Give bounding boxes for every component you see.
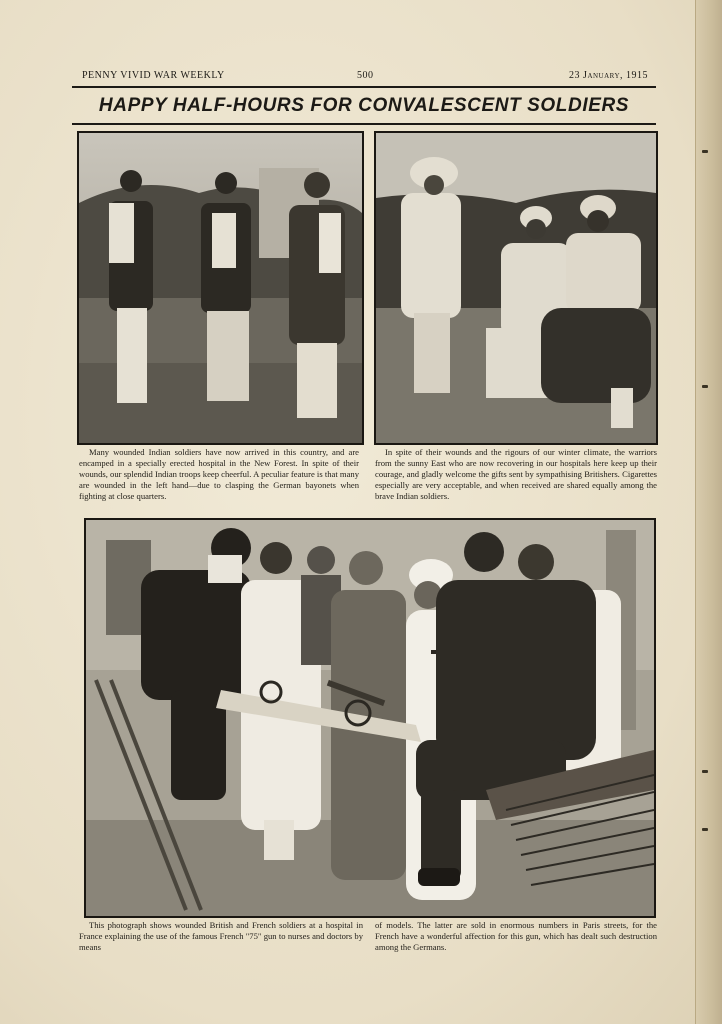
binding-stitch [702, 828, 708, 831]
title-rule [72, 123, 656, 125]
page-title: HAPPY HALF-HOURS FOR CONVALESCENT SOLDIERS [98, 95, 630, 116]
binding-stitch [702, 385, 708, 388]
caption-bottom-left: This photograph shows wounded British and French soldiers at a hospital in France explaining the use of the famous French "75" gun to nurses and doctors by means [79, 920, 363, 952]
binding-stitch [702, 150, 708, 153]
caption-top-right: In spite of their wounds and the rigours of our winter climate, the warriors from the sunny East who are now recovering in our hospitals here keep up their courage, and gladly welcome the gifts sent by sympathising Britishers. Cigarettes especially are very acceptable, and when received are shared equally among the brave Indian soldiers. [375, 447, 657, 501]
photo-indian-soldiers-walking [77, 131, 364, 445]
photo-indian-soldiers-seated [374, 131, 658, 445]
header-rule [72, 86, 656, 88]
publication-name: PENNY VIVID WAR WEEKLY [82, 70, 225, 81]
caption-bottom-right: of models. The latter are sold in enormous numbers in Paris streets, for the French have a wonderful affection for this gun, which has dealt such destruction among the Germans. [375, 920, 657, 952]
photo-soldiers-explaining-gun-model [84, 518, 656, 918]
running-header [72, 70, 656, 84]
caption-top-left: Many wounded Indian soldiers have now arrived in this country, and are encamped in a specially erected hospital in the New Forest. In spite of their wounds, our splendid Indian troops keep cheerful. A peculiar feature is that many are wounded in the left hand—due to clasping the German bayonets when fighting at close quarters. [79, 447, 359, 501]
page-number: 500 [357, 70, 374, 81]
binding-stitch [702, 770, 708, 773]
issue-date: 23 January, 1915 [569, 70, 648, 81]
binding-spine [695, 0, 722, 1024]
